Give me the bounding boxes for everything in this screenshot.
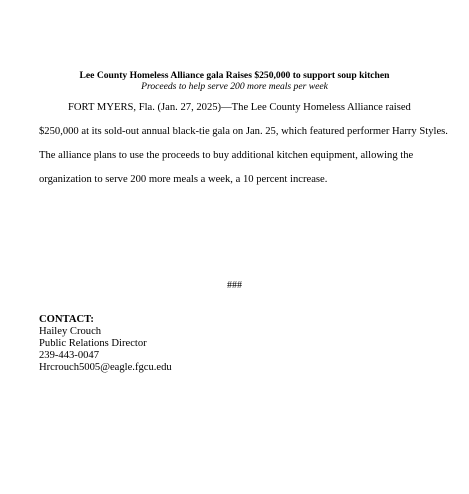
body-line-2: $250,000 at its sold-out annual black-tie gala on Jan. 25, which featured performer Harry Styles. xyxy=(39,126,448,137)
end-mark: ### xyxy=(227,280,242,291)
contact-label: CONTACT: xyxy=(39,314,94,325)
contact-name: Hailey Crouch xyxy=(39,326,102,337)
contact-email: Hrcrouch5005@eagle.fgcu.edu xyxy=(39,362,172,373)
subheadline: Proceeds to help serve 200 more meals per week xyxy=(141,81,328,92)
body-line-1: FORT MYERS, Fla. (Jan. 27, 2025)—The Lee County Homeless Alliance raised xyxy=(68,102,411,113)
contact-block xyxy=(39,314,172,374)
body-line-3: The alliance plans to use the proceeds to buy additional kitchen equipment, allowing the xyxy=(39,150,414,161)
body-line-4: organization to serve 200 more meals a week, a 10 percent increase. xyxy=(39,174,328,185)
contact-phone: 239-443-0047 xyxy=(39,350,100,361)
headline: Lee County Homeless Alliance gala Raises $250,000 to support soup kitchen xyxy=(79,70,390,81)
contact-title: Public Relations Director xyxy=(39,338,147,349)
